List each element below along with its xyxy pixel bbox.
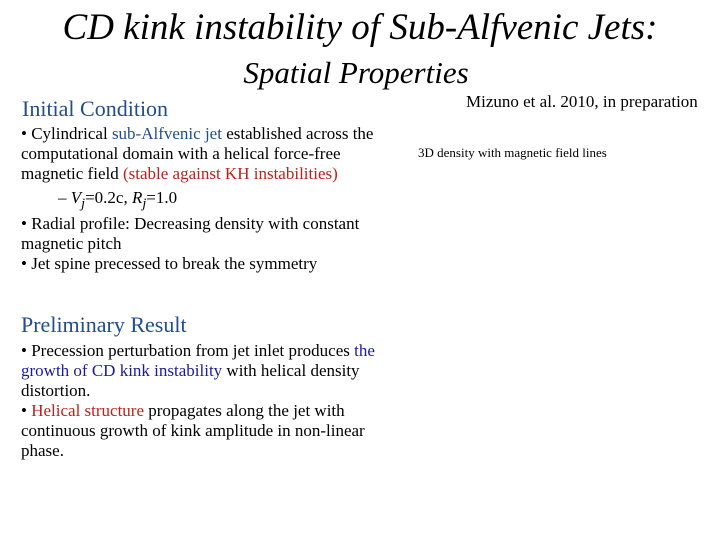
bullet-jet-spine: • Jet spine precessed to break the symmetry (21, 254, 318, 274)
slide-title: CD kink instability of Sub-Alfvenic Jets: (62, 7, 658, 48)
initial-condition-heading: Initial Condition (22, 96, 169, 121)
bullet-radial-profile: • Radial profile: Decreasing density with constant magnetic pitch (21, 214, 360, 254)
highlight-kink-growth: the growth of CD kink instability (21, 341, 375, 380)
citation: Mizuno et al. 2010, in preparation (466, 92, 698, 111)
bullet-jet-setup: • Cylindrical sub-Alfvenic jet established across the computational domain with a helical force-free magnetic field (stable against KH instabilities) (21, 124, 374, 183)
preliminary-result-heading: Preliminary Result (21, 312, 187, 337)
slide-subtitle: Spatial Properties (243, 55, 469, 90)
initial-condition-list (21, 124, 393, 274)
bullet-helical-structure: • Helical structure propagates along the jet with continuous growth of kink amplitude in non-linear phase. (21, 401, 365, 460)
highlight-sub-alfvenic-jet: sub-Alfvenic jet (111, 124, 222, 143)
sub-bullet-parameters: – $V_j=0.2c$, $R_j=1.0$ (58, 188, 178, 212)
highlight-kh-stable: (stable against KH instabilities) (122, 164, 338, 183)
highlight-helical-structure: Helical structure (31, 401, 145, 420)
preliminary-result-list (21, 341, 393, 461)
figure-caption: 3D density with magnetic field lines (418, 145, 607, 160)
bullet-precession: • Precession perturbation from jet inlet produces the growth of CD kink instability with helical density distortion. (21, 341, 375, 400)
